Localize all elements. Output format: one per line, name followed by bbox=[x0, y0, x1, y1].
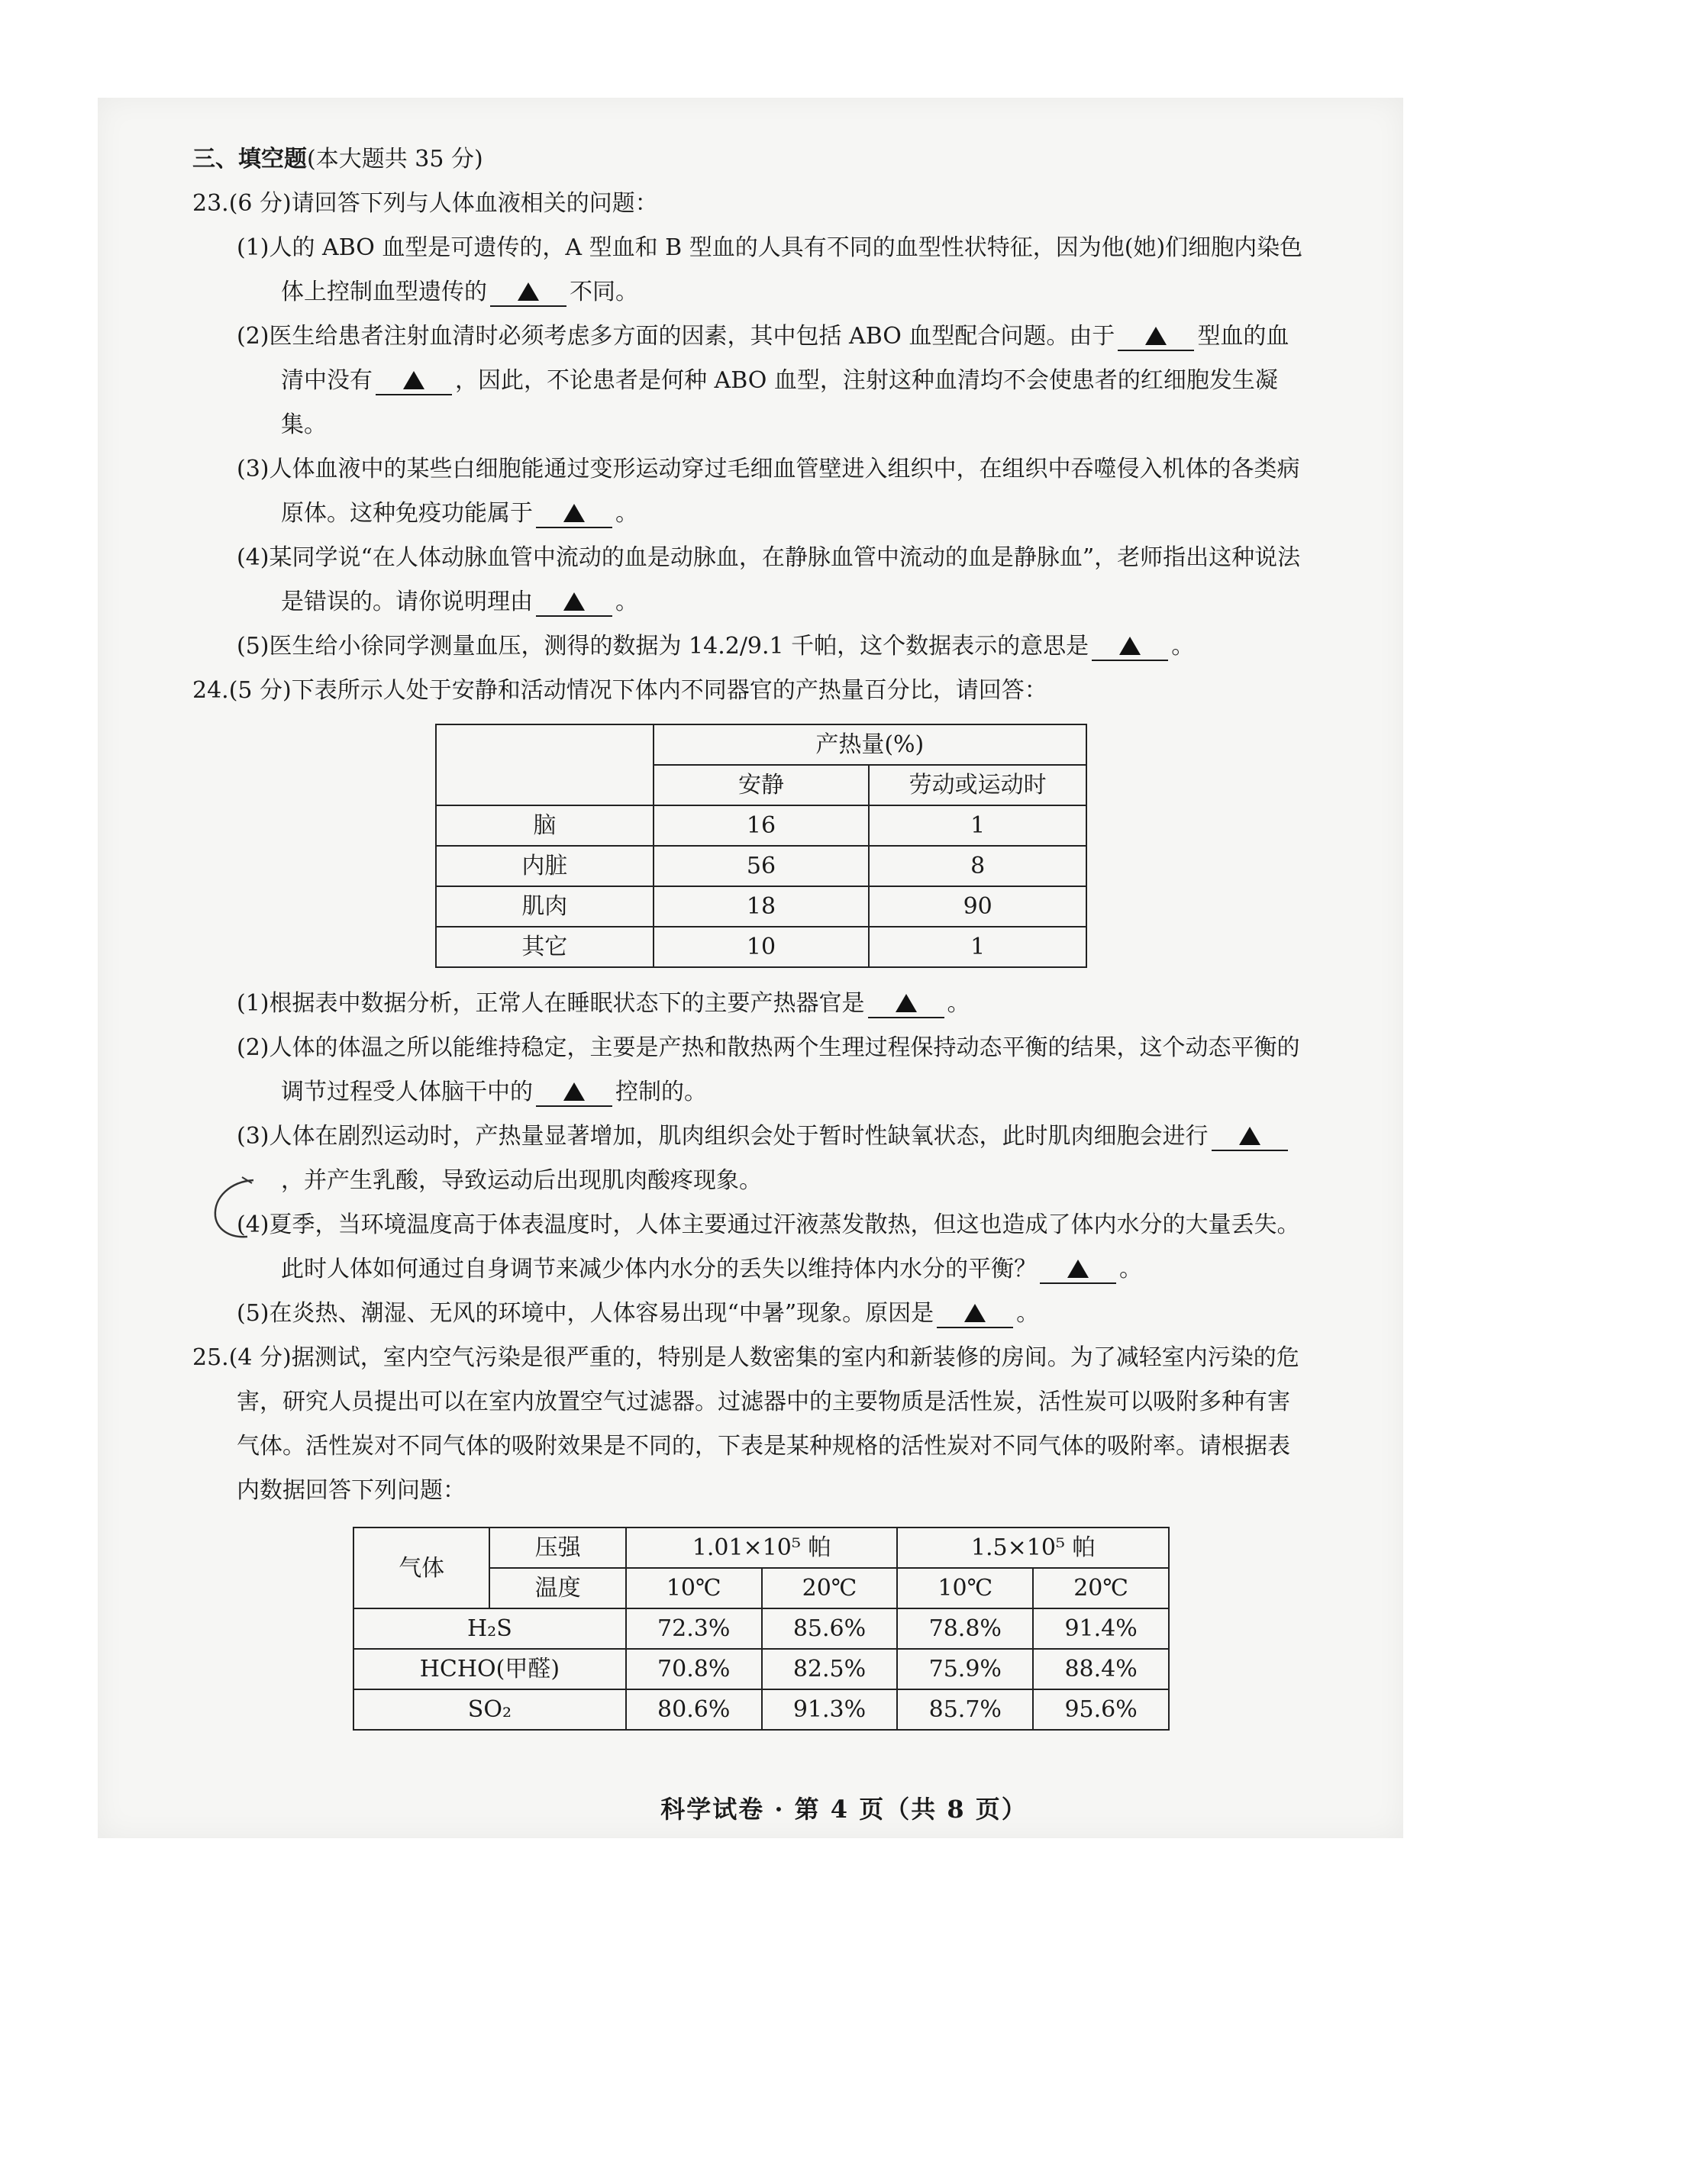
q24-part1-text: (1)根据表中数据分析，正常人在睡眠状态下的主要产热器官是 bbox=[237, 990, 865, 1017]
q24-part2 bbox=[237, 1026, 1307, 1115]
page-footer: 科学试卷 · 第 4 页（共 8 页） bbox=[660, 1795, 1028, 1824]
q23-part4 bbox=[237, 536, 1307, 624]
q24-part4 bbox=[237, 1203, 1307, 1292]
section-heading: 三、填空题 bbox=[192, 146, 307, 173]
table-row bbox=[436, 805, 1086, 846]
temp-label-cell: 温度 bbox=[489, 1568, 625, 1608]
section-title bbox=[192, 137, 1307, 182]
value-cell: 75.9% bbox=[897, 1649, 1033, 1689]
q23-part5-tail: 。 bbox=[1171, 633, 1195, 660]
answer-blank[interactable] bbox=[536, 501, 612, 528]
answer-blank[interactable] bbox=[1212, 1124, 1288, 1151]
active-cell: 90 bbox=[869, 886, 1086, 927]
rest-cell: 18 bbox=[654, 886, 870, 927]
triangle-icon bbox=[518, 282, 539, 301]
answer-blank[interactable] bbox=[1118, 324, 1194, 351]
q24-part4-tail: 。 bbox=[1119, 1256, 1142, 1282]
q24-part3 bbox=[237, 1115, 1307, 1203]
triangle-icon bbox=[563, 504, 585, 522]
q23-part3-tail: 。 bbox=[615, 500, 638, 527]
q23-part1-tail: 不同。 bbox=[570, 279, 638, 305]
pressure1-cell: 1.01×10⁵ 帕 bbox=[626, 1528, 898, 1568]
gas-label-cell: 气体 bbox=[353, 1528, 489, 1608]
answer-blank[interactable] bbox=[490, 279, 566, 307]
heat-production-table bbox=[435, 724, 1087, 968]
rest-cell: 10 bbox=[654, 927, 870, 967]
value-cell: 95.6% bbox=[1033, 1689, 1169, 1730]
rest-cell: 56 bbox=[654, 846, 870, 886]
q23-part2-text: (2)医生给患者注射血清时必须考虑多方面的因素，其中包括 ABO 血型配合问题。由于 bbox=[237, 323, 1115, 350]
value-cell: 70.8% bbox=[626, 1649, 762, 1689]
answer-blank[interactable] bbox=[536, 589, 612, 617]
adsorption-table bbox=[353, 1527, 1170, 1731]
triangle-icon bbox=[563, 1082, 585, 1101]
table-row bbox=[436, 886, 1086, 927]
value-cell: 85.6% bbox=[762, 1608, 898, 1649]
exam-content bbox=[192, 137, 1307, 1731]
q24-part4-text: (4)夏季，当环境温度高于体表温度时，人体主要通过汗液蒸发散热，但这也造成了体内水分的大量丢失。此时人体如何通过自身调节来减少体内水分的丢失以维持体内水分的平衡？ bbox=[237, 1211, 1300, 1282]
q23-part2-mid: 型血的血清中没有 bbox=[281, 323, 1289, 394]
value-cell: 72.3% bbox=[626, 1608, 762, 1649]
q24-part2-tail: 控制的。 bbox=[615, 1079, 707, 1105]
q24-part3-tail: ，并产生乳酸，导致运动后出现肌肉酸疼现象。 bbox=[281, 1167, 762, 1194]
triangle-icon bbox=[964, 1304, 986, 1322]
temp-cell: 20℃ bbox=[1033, 1568, 1169, 1608]
q24-part5-text: (5)在炎热、潮湿、无风的环境中，人体容易出现“中暑”现象。原因是 bbox=[237, 1300, 934, 1327]
q24-part5 bbox=[237, 1292, 1307, 1336]
triangle-icon bbox=[1145, 327, 1167, 345]
triangle-icon bbox=[563, 592, 585, 611]
gas-cell: SO₂ bbox=[353, 1689, 626, 1730]
section-note: (本大题共 35 分) bbox=[307, 146, 483, 173]
gas-cell: HCHO(甲醛) bbox=[353, 1649, 626, 1689]
organ-cell: 脑 bbox=[436, 805, 654, 846]
q24-part2-text: (2)人体的体温之所以能维持稳定，主要是产热和散热两个生理过程保持动态平衡的结果，这个动态平衡的调节过程受人体脑干中的 bbox=[237, 1034, 1300, 1105]
answer-blank[interactable] bbox=[536, 1079, 612, 1107]
triangle-icon bbox=[1067, 1260, 1089, 1278]
q23-part5 bbox=[237, 624, 1307, 669]
q23-part5-text: (5)医生给小徐同学测量血压，测得的数据为 14.2/9.1 千帕，这个数据表示的意思是 bbox=[237, 633, 1089, 660]
temp-cell: 10℃ bbox=[897, 1568, 1033, 1608]
active-cell: 8 bbox=[869, 846, 1086, 886]
value-cell: 88.4% bbox=[1033, 1649, 1169, 1689]
table-row bbox=[353, 1608, 1169, 1649]
q23-part3 bbox=[237, 447, 1307, 536]
q23-part1-text: (1)人的 ABO 血型是可遗传的，A 型血和 B 型血的人具有不同的血型性状特征，因为他(她)们细胞内染色体上控制血型遗传的 bbox=[237, 234, 1303, 305]
triangle-icon bbox=[1119, 637, 1141, 655]
value-cell: 82.5% bbox=[762, 1649, 898, 1689]
organ-cell: 内脏 bbox=[436, 846, 654, 886]
organ-cell: 肌肉 bbox=[436, 886, 654, 927]
q24-part5-tail: 。 bbox=[1016, 1300, 1040, 1327]
table-row bbox=[436, 927, 1086, 967]
value-cell: 91.4% bbox=[1033, 1608, 1169, 1649]
pressure2-cell: 1.5×10⁵ 帕 bbox=[897, 1528, 1169, 1568]
table-header-rest: 安静 bbox=[654, 765, 870, 805]
value-cell: 80.6% bbox=[626, 1689, 762, 1730]
gas-cell: H₂S bbox=[353, 1608, 626, 1649]
answer-blank[interactable] bbox=[1092, 634, 1168, 661]
q23-part4-tail: 。 bbox=[615, 589, 638, 615]
table-header-row bbox=[436, 724, 1086, 765]
value-cell: 85.7% bbox=[897, 1689, 1033, 1730]
table-group-header: 产热量(%) bbox=[654, 724, 1086, 765]
q23-part3-text: (3)人体血液中的某些白细胞能通过变形运动穿过毛细血管壁进入组织中，在组织中吞噬侵入机体的各类病原体。这种免疫功能属于 bbox=[237, 456, 1300, 527]
table-header-active: 劳动或运动时 bbox=[869, 765, 1086, 805]
q23-part2-tail: ，因此，不论患者是何种 ABO 血型，注射这种血清均不会使患者的红细胞发生凝集。 bbox=[281, 367, 1278, 438]
answer-blank[interactable] bbox=[1040, 1257, 1116, 1284]
triangle-icon bbox=[403, 371, 424, 389]
q23-heading: 23.(6 分)请回答下列与人体血液相关的问题： bbox=[192, 190, 658, 217]
triangle-icon bbox=[896, 994, 917, 1012]
q23-part1 bbox=[237, 226, 1307, 315]
q24-part1 bbox=[237, 982, 1307, 1026]
triangle-icon bbox=[1239, 1127, 1260, 1145]
q23-part4-text: (4)某同学说“在人体动脉血管中流动的血是动脉血，在静脉血管中流动的血是静脉血”，老师指出这种说法是错误的。请你说明理由 bbox=[237, 544, 1301, 615]
q24-part3-text: (3)人体在剧烈运动时，产热量显著增加，肌肉组织会处于暂时性缺氧状态，此时肌肉细胞会进行 bbox=[237, 1123, 1209, 1150]
active-cell: 1 bbox=[869, 805, 1086, 846]
q25-heading: 25.(4 分)据测试，室内空气污染是很严重的，特别是人数密集的室内和新装修的房间。为了减轻室内污染的危害，研究人员提出可以在室内放置空气过滤器。过滤器中的主要物质是活性炭，活性炭可以吸附多种有害气体。活性炭对不同气体的吸附效果是不同的，下表是某种规格的活性炭对不同气体的吸附率。请根据表内数据回答下列问题： bbox=[192, 1344, 1299, 1504]
table-header-cell bbox=[436, 724, 654, 805]
q24-part1-tail: 。 bbox=[947, 990, 970, 1017]
q24-heading: 24.(5 分)下表所示人处于安静和活动情况下体内不同器官的产热量百分比，请回答： bbox=[192, 677, 1047, 704]
value-cell: 78.8% bbox=[897, 1608, 1033, 1649]
temp-cell: 10℃ bbox=[626, 1568, 762, 1608]
answer-blank[interactable] bbox=[868, 991, 944, 1018]
answer-blank[interactable] bbox=[376, 368, 452, 395]
pressure-label-cell: 压强 bbox=[489, 1528, 625, 1568]
q23-part2 bbox=[237, 315, 1307, 447]
table-row bbox=[353, 1689, 1169, 1730]
rest-cell: 16 bbox=[654, 805, 870, 846]
temp-cell: 20℃ bbox=[762, 1568, 898, 1608]
table-header-row bbox=[353, 1528, 1169, 1568]
table-row bbox=[436, 846, 1086, 886]
active-cell: 1 bbox=[869, 927, 1086, 967]
table-row bbox=[353, 1649, 1169, 1689]
organ-cell: 其它 bbox=[436, 927, 654, 967]
answer-blank[interactable] bbox=[937, 1301, 1013, 1328]
value-cell: 91.3% bbox=[762, 1689, 898, 1730]
